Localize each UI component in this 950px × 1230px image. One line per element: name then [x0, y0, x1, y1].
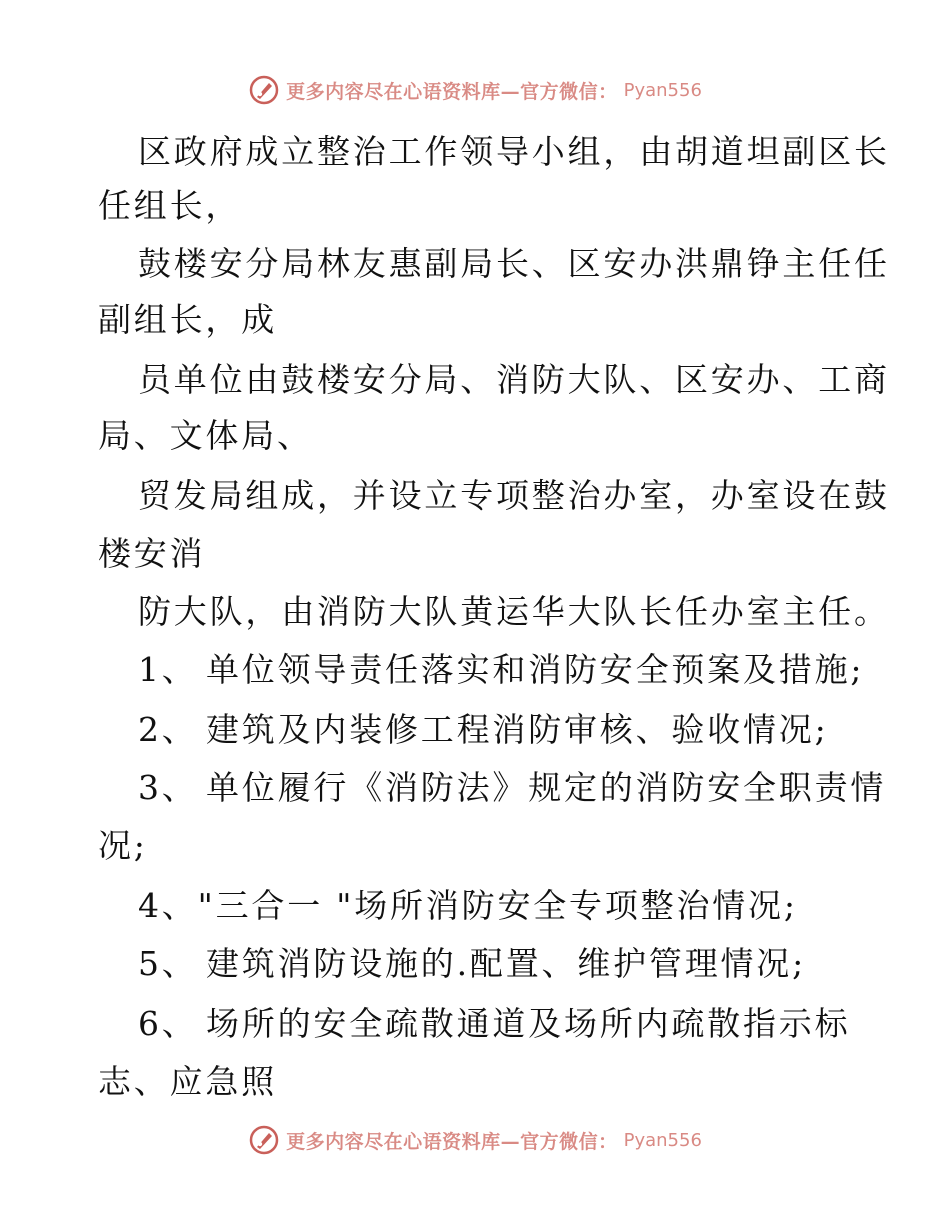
list-item-continuation [98, 1062, 277, 1102]
list-item-number: 1、 [138, 650, 198, 689]
header-watermark [0, 70, 950, 110]
paragraph-line: 局、文体局、 [98, 416, 313, 455]
list-item-text: 单位领导责任落实和消防安全预案及措施; [206, 650, 865, 689]
paragraph-line: 鼓楼安分局林友惠副局长、区安办洪鼎铮主任任 [138, 244, 890, 283]
paragraph-line: 任组长， [98, 186, 242, 225]
list-item-text: 志、应急照 [98, 1062, 277, 1101]
paragraph-line: 区政府成立整治工作领导小组，由胡道坦副区长 [138, 132, 890, 171]
list-item-number: 2、 [138, 710, 198, 749]
watermark-wechat-id: Pyan556 [623, 79, 702, 101]
pen-logo-icon [248, 1124, 280, 1156]
list-item-continuation [98, 826, 148, 866]
list-item-text: 建筑及内装修工程消防审核、验收情况; [206, 710, 829, 749]
list-item [138, 710, 829, 750]
paragraph-line: 楼安消 [98, 534, 206, 573]
list-item-number: 3、 [138, 768, 198, 807]
list-item-text: 场所的安全疏散通道及场所内疏散指示标 [206, 1004, 851, 1043]
list-item-text: 单位履行《消防法》规定的消防安全职责情 [206, 768, 887, 807]
paragraph-line: 员单位由鼓楼安分局、消防大队、区安办、工商 [138, 360, 890, 399]
list-item-text: 况; [98, 826, 148, 865]
paragraph-line: 贸发局组成，并设立专项整治办室，办室设在鼓 [138, 476, 890, 515]
list-item-text: "三合一 "场所消防安全专项整治情况; [197, 886, 798, 925]
watermark-wechat-id: Pyan556 [623, 1129, 702, 1151]
pen-logo-icon [248, 74, 280, 106]
watermark-text: 更多内容尽在心语资料库—官方微信： [286, 80, 618, 103]
list-item [138, 886, 798, 926]
list-item-text: 建筑消防设施的.配置、维护管理情况; [206, 944, 807, 983]
list-item-number: 4、 [138, 886, 198, 925]
watermark-text: 更多内容尽在心语资料库—官方微信： [286, 1130, 618, 1153]
list-item [138, 1004, 850, 1044]
list-item [138, 944, 806, 984]
list-item [138, 650, 864, 690]
list-item [138, 768, 886, 808]
list-item-number: 5、 [138, 944, 198, 983]
footer-watermark [0, 1120, 950, 1160]
paragraph-line: 防大队，由消防大队黄运华大队长任办室主任。 [138, 592, 890, 631]
list-item-number: 6、 [138, 1004, 198, 1043]
paragraph-line: 副组长，成 [98, 300, 277, 339]
